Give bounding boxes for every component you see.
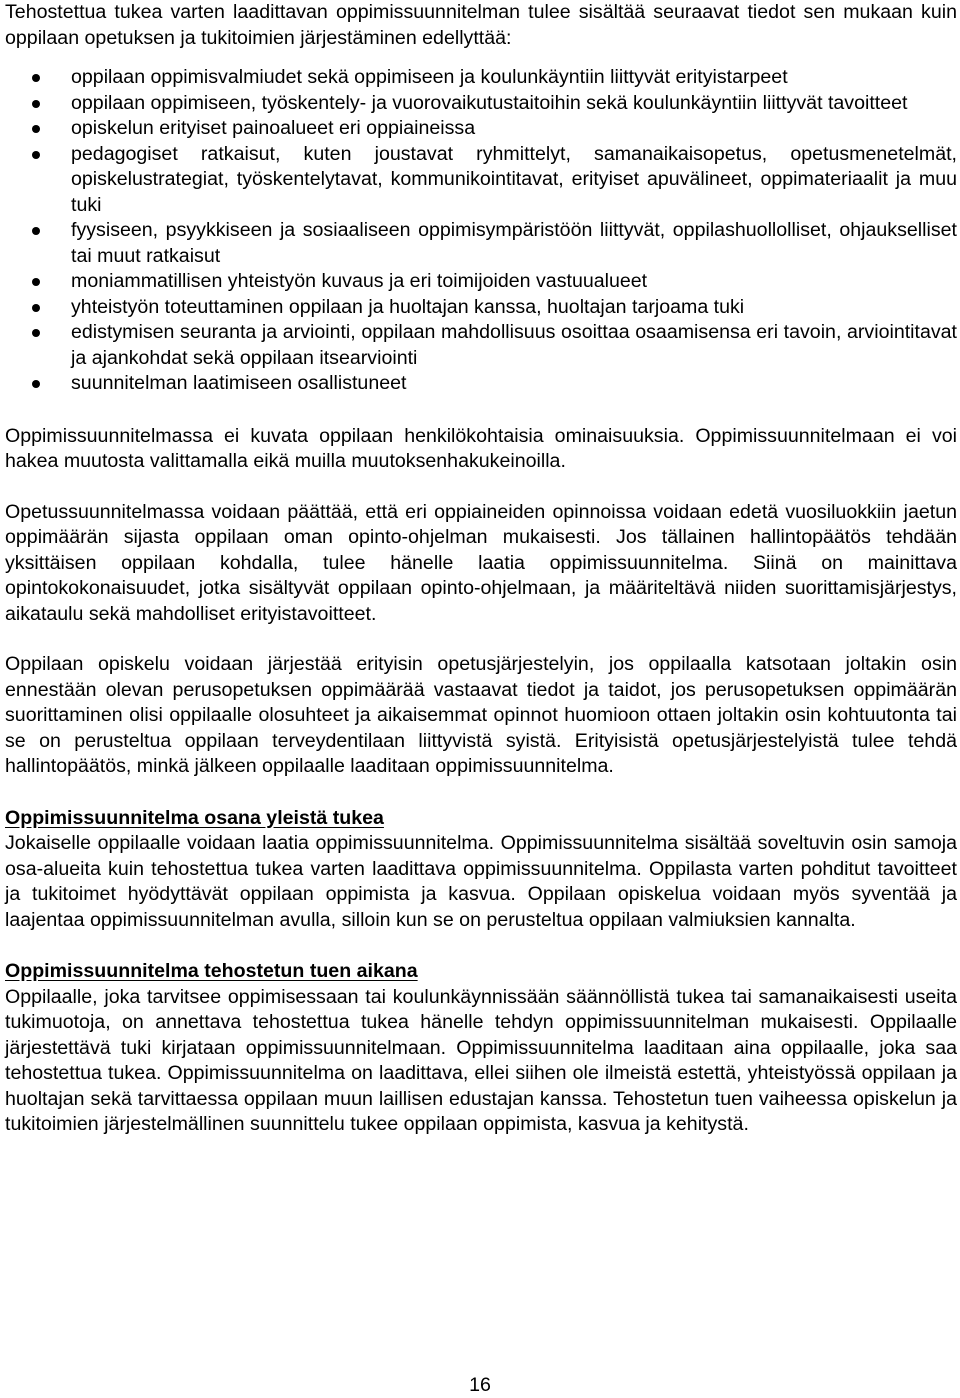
- page-number: 16: [469, 1374, 491, 1396]
- list-item-text: fyysiseen, psyykkiseen ja sosiaaliseen oppimisympäristöön liittyvät, oppilashuollolliset, ohjaukselliset tai muut ratkaisut: [71, 219, 957, 267]
- requirements-list: [5, 65, 957, 397]
- section-body: Oppilaalle, joka tarvitsee oppimisessaan tai koulunkäynnissään säännöllistä tukea tai samanaikaisesti useita tukimuotoja, on annettava tehostettua tukea hänelle tehdyn oppimissuunnitelman mukaisesti. Oppilaalle järjestettävä tuki kirjataan oppimissuunnitelmaan. Oppimissuunnitelma laaditaan aina oppilaalle, joka saa tehostettua tukea. Oppimissuunnitelma on laadittava, ellei siihen ole ilmeistä estettä, yhteistyössä oppilaan ja huoltajan sekä tarvittaessa oppilaan muun laillisen edustajan kanssa. Tehostetun tuen vaiheessa opiskelun ja tukitoimien järjestelmällinen suunnittelu tukee oppilaan oppimista, kasvua ja kehitystä.: [5, 985, 957, 1135]
- list-item: [5, 65, 957, 91]
- section-general-support: [5, 806, 957, 934]
- bullet-icon: [32, 151, 40, 159]
- bullet-icon: [32, 329, 40, 337]
- bullet-icon: [32, 100, 40, 108]
- document-page: [5, 0, 957, 1138]
- bullet-icon: [32, 304, 40, 312]
- list-item-text: edistymisen seuranta ja arviointi, oppilaan mahdollisuus osoittaa osaamisensa eri tavoin, arviointitavat ja ajankohdat sekä oppilaan itsearviointi: [71, 321, 957, 369]
- list-item-text: oppilaan oppimiseen, työskentely- ja vuorovaikutustaitoihin sekä koulunkäyntiin liittyvät tavoitteet: [71, 91, 908, 114]
- list-item: [5, 320, 957, 371]
- bullet-icon: [32, 74, 40, 82]
- section-body: Jokaiselle oppilaalle voidaan laatia oppimissuunnitelma. Oppimissuunnitelma sisältää soveltuvin osin samoja osa-alueita kuin tehostettua tukea varten laadittava oppimissuunnitelma. Oppilasta varten pohditut tavoitteet ja tukitoimet hyödyttävät oppilaan oppimista ja kasvua. Oppilaan opiskelua voidaan myös syventää ja laajentaa oppimissuunnitelman avulla, silloin kun se on perusteltua oppilaan valmiuksien kannalta.: [5, 832, 957, 931]
- list-item-text: pedagogiset ratkaisut, kuten joustavat ryhmittelyt, samanaikaisopetus, opetusmenetelmät, opiskelustrategiat, työskentelytavat, kommunikointitavat, erityiset apuvälineet, oppimateriaalit ja muu tuki: [71, 142, 957, 216]
- body-paragraph: Oppilaan opiskelu voidaan järjestää erityisin opetusjärjestelyin, jos oppilaalla katsotaan joltakin osin ennestään olevan perusopetuksen oppimäärää vastaavat tiedot ja taidot, jos perusopetuksen oppimäärän suorittaminen olisi oppilaalle olosuhteet ja aikaisemmat opinnot huomioon ottaen joltakin osin kohtuutonta tai se on perusteltua oppilaan terveydentilaan liittyvistä syistä. Erityisistä opetusjärjestelyistä tulee tehdä hallintopäätös, minkä jälkeen oppilaalle laaditaan oppimissuunnitelma.: [5, 653, 957, 777]
- body-paragraph: Opetussuunnitelmassa voidaan päättää, että eri oppiaineiden opinnoissa voidaan edetä vuosiluokkiin jaetun oppimäärän sijasta oppilaan oman opinto-ohjelman mukaisesti. Jos tällainen hallintopäätös tehdään yksittäisen oppilaan kohdalla, tulee hänelle laatia oppimissuunnitelma. Siinä on mainittava opintokokonaisuudet, jotka sisältyvät oppilaan opinto-ohjelmaan, ja määriteltävä niiden suorittamisjärjestys, aikataulu sekä mahdolliset erityistavoitteet.: [5, 500, 957, 625]
- list-item: [5, 91, 957, 117]
- bullet-icon: [32, 227, 40, 235]
- list-item-text: moniammatillisen yhteistyön kuvaus ja eri toimijoiden vastuualueet: [71, 270, 648, 292]
- list-item: [5, 295, 957, 321]
- list-item: [5, 269, 957, 295]
- body-paragraph: Oppimissuunnitelmassa ei kuvata oppilaan henkilökohtaisia ominaisuuksia. Oppimissuunnitelmaan ei voi hakea muutosta valittamalla eikä muilla muutoksenhakukeinoilla.: [5, 424, 957, 472]
- list-item-text: opiskelun erityiset painoalueet eri oppiaineissa: [71, 117, 476, 139]
- section-intensified-support: [5, 959, 957, 1138]
- list-item-text: suunnitelman laatimiseen osallistuneet: [71, 372, 407, 394]
- bullet-icon: [32, 278, 40, 286]
- section-heading: Oppimissuunnitelma tehostetun tuen aikana: [5, 960, 418, 982]
- list-item-text: yhteistyön toteuttaminen oppilaan ja huoltajan kanssa, huoltajan tarjoama tuki: [71, 295, 745, 318]
- list-item-text: oppilaan oppimisvalmiudet sekä oppimiseen ja koulunkäyntiin liittyvät erityistarpeet: [71, 66, 788, 88]
- list-item: [5, 142, 957, 219]
- list-item: [5, 218, 957, 269]
- section-heading: Oppimissuunnitelma osana yleistä tukea: [5, 806, 384, 829]
- list-item: [5, 371, 957, 397]
- bullet-icon: [32, 380, 40, 388]
- intro-paragraph: Tehostettua tukea varten laadittavan oppimissuunnitelman tulee sisältää seuraavat tiedot sen mukaan kuin oppilaan opetuksen ja tukitoimien järjestäminen edellyttää:: [5, 1, 957, 49]
- list-item: [5, 116, 957, 142]
- bullet-icon: [32, 125, 40, 133]
